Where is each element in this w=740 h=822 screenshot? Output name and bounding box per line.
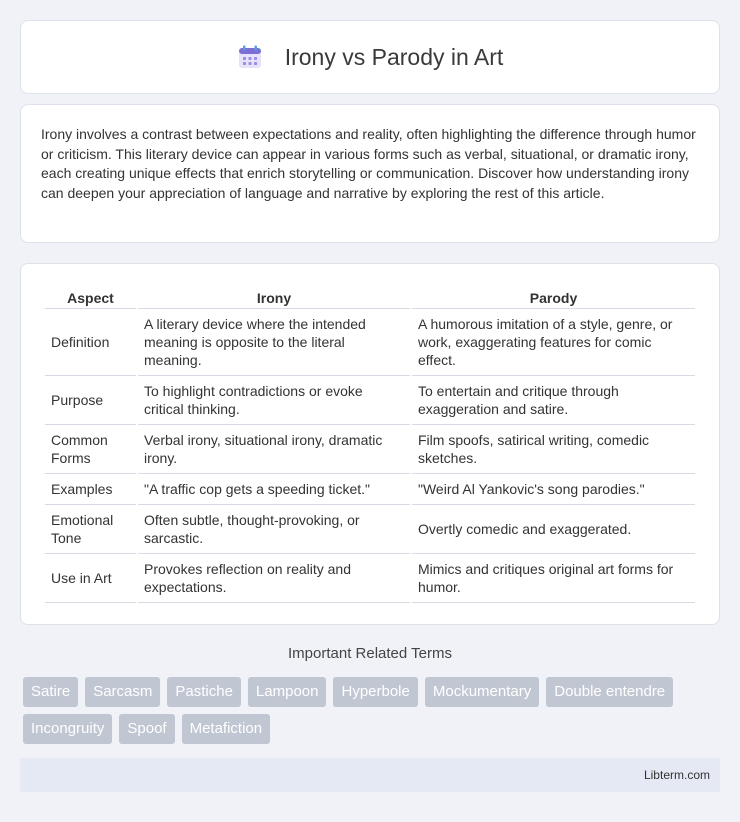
tag-pastiche[interactable]: Pastiche	[167, 677, 241, 707]
table-row	[45, 474, 695, 505]
tag-lampoon[interactable]: Lampoon	[248, 677, 327, 707]
tag-sarcasm[interactable]: Sarcasm	[85, 677, 160, 707]
table-header-row	[45, 283, 695, 309]
comparison-table	[43, 283, 697, 603]
table-cell-parody: To entertain and critique through exaggeration and satire.	[412, 376, 695, 425]
table-cell-irony: "A traffic cop gets a speeding ticket."	[138, 474, 410, 505]
table-cell-aspect: Examples	[45, 474, 136, 505]
table-cell-aspect: Use in Art	[45, 554, 136, 603]
table-cell-aspect: Purpose	[45, 376, 136, 425]
table-cell-parody: "Weird Al Yankovic's song parodies."	[412, 474, 695, 505]
table-cell-irony: Provokes reflection on reality and expectations.	[138, 554, 410, 603]
tag-mockumentary[interactable]: Mockumentary	[425, 677, 539, 707]
footer	[20, 758, 720, 792]
footer-site-link[interactable]: Libterm.com	[643, 768, 710, 782]
tag-spoof[interactable]: Spoof	[119, 714, 174, 744]
comparison-card	[20, 263, 720, 625]
intro-text: Irony involves a contrast between expectations and reality, often highlighting the difference through humor or criticism. This literary device can appear in various forms such as verbal, situational, or dramatic irony, each creating unique effects that enrich storytelling or communication. Discover how understanding irony can deepen your appreciation of language and narrative by exploring the rest of this article.	[41, 126, 696, 201]
tag-hyperbole[interactable]: Hyperbole	[333, 677, 417, 707]
table-cell-parody: Film spoofs, satirical writing, comedic sketches.	[412, 425, 695, 474]
table-row	[45, 554, 695, 603]
table-row	[45, 376, 695, 425]
table-cell-parody: Mimics and critiques original art forms for humor.	[412, 554, 695, 603]
table-cell-aspect: Definition	[45, 309, 136, 376]
table-cell-irony: Verbal irony, situational irony, dramatic irony.	[138, 425, 410, 474]
related-terms-title: Important Related Terms	[288, 645, 452, 662]
page-title: Irony vs Parody in Art	[284, 43, 504, 70]
header-card	[20, 20, 720, 94]
tag-incongruity[interactable]: Incongruity	[23, 714, 112, 744]
calendar-grid-icon	[237, 44, 263, 70]
tag-metafiction[interactable]: Metafiction	[182, 714, 271, 744]
column-header-aspect: Aspect	[45, 283, 136, 309]
table-cell-irony: Often subtle, thought-provoking, or sarcastic.	[138, 505, 410, 554]
related-terms-list	[23, 677, 723, 744]
table-row	[45, 505, 695, 554]
table-cell-parody: Overtly comedic and exaggerated.	[412, 505, 695, 554]
intro-card	[20, 104, 720, 243]
tag-satire[interactable]: Satire	[23, 677, 78, 707]
table-cell-irony: To highlight contradictions or evoke critical thinking.	[138, 376, 410, 425]
table-cell-parody: A humorous imitation of a style, genre, or work, exaggerating features for comic effect.	[412, 309, 695, 376]
table-row	[45, 309, 695, 376]
table-cell-aspect: Emotional Tone	[45, 505, 136, 554]
column-header-irony: Irony	[138, 283, 410, 309]
tag-double-entendre[interactable]: Double entendre	[546, 677, 673, 707]
table-cell-irony: A literary device where the intended meaning is opposite to the literal meaning.	[138, 309, 410, 376]
table-row	[45, 425, 695, 474]
column-header-parody: Parody	[412, 283, 695, 309]
table-cell-aspect: Common Forms	[45, 425, 136, 474]
